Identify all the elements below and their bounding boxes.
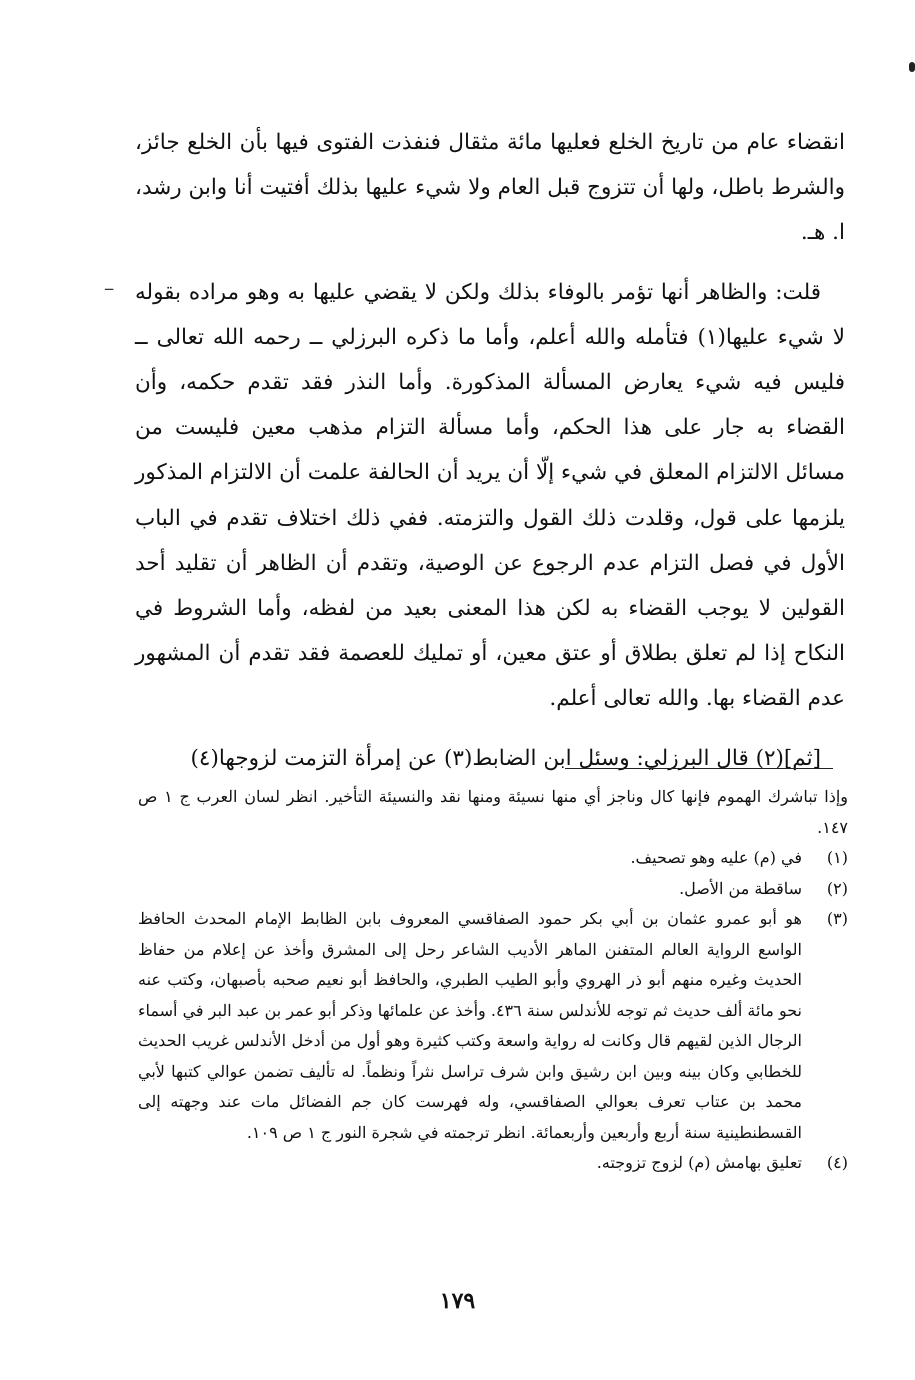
paragraph-3 <box>135 736 845 781</box>
footnote-number: (٣) <box>826 909 848 928</box>
footnote-text: في (م) عليه وهو تصحيف. <box>630 848 802 867</box>
paragraph-2-text: قلت: والظاهر أنها تؤمر بالوفاء بذلك ولكن لا يقضي عليها به وهو مراده بقوله لا شيء عليها(١) فتأمله والله أعلم، وأما ما ذكره البرزلي ــ رحمه الله تعالى ــ فليس فيه شيء يعارض المسألة المذكورة. وأما النذر فقد تقدم حكمه، وأن القضاء به جار على هذا الحكم، وأما مسألة التزام مذهب معين فليست من مسائل الالتزام المعلق في شيء إلّا أن يريد أن الحالفة علمت أن الالتزام المذكور يلزمها على قول، وقلدت ذلك القول والتزمته. ففي ذلك اختلاف تقدم في الباب الأول في فصل التزام عدم الرجوع عن الوصية، وتقدم أن الظاهر أن تقليد أحد القولين لا يوجب القضاء به لكن هذا المعنى بعيد من لفظه، وأما الشروط في النكاح إذا لم تعلق بطلاق أو عتق معين، أو تمليك للعصمة فقد تقدم أن المشهور عدم القضاء بها. والله تعالى أعلم. <box>135 279 846 712</box>
paragraph-2 <box>135 270 845 722</box>
page-edge-mark <box>909 62 915 72</box>
margin-mark: ــ <box>105 278 114 294</box>
paragraph-3-text: [ثم](٢) قال البرزلي: وسئل ابن الضابط(٣) عن إمرأة التزمت لزوجها(٤) <box>190 745 821 771</box>
footnote-3 <box>138 904 848 1148</box>
footnote-4 <box>138 1148 848 1179</box>
paragraph-1: انقضاء عام من تاريخ الخلع فعليها مائة مثقال فنفذت الفتوى فيها بأن الخلع جائز، والشرط باطل، ولها أن تتزوج قبل العام ولا شيء عليها بذلك أفتيت أنا وابن رشد، ا. هـ. <box>135 130 845 246</box>
footnote-text: هو أبو عمرو عثمان بن أبي بكر حمود الصفاقسي المعروف بابن الظابط الإمام المحدث الحافظ الواسع الرواية العالم المتفنن الماهر الأديب الشاعر رحل إلى المشرق وأخذ عن إعلام من حفاظ الحديث وغيره منهم أبو ذر الهروي وأبو الطيب الطبري، والحافظ أبو نعيم صحبه بأصبهان، وكتب عنه نحو مائة ألف حديث ثم توجه للأندلس سنة ٤٣٦. وأخذ عن علمائها وذكر أبو عمر بن عبد البر في أسماء الرجال الذين لقيهم قال وكانت له رواية واسعة وكتب كثيرة وهو أول من أدخل الأندلس غريب الحديث للخطابي وكان بينه وبين ابن رشيق وابن شرف تراسل نثراً ونظماً. له تأليف تضمن عوالي كتبها لأبي محمد بن عتاب تعرف بعوالي الصفاقسي، وله فهرست كان جم الفضائل مات عند وجهته إلى القسطنطينية سنة أربع وأربعين وأربعمائة. انظر ترجمته في شجرة النور ج ١ ص ١٠٩. <box>138 909 803 1142</box>
footnote-number: (١) <box>826 848 848 867</box>
footnote-number: (٤) <box>826 1153 848 1172</box>
page-number: ١٧٩ <box>439 1288 476 1314</box>
footnote-continuation: وإذا تباشرك الهموم فإنها كال وناجز أي منها نسيئة ومنها نقد والنسيئة التأخير. انظر لسان العرب ج ١ ص ١٤٧. <box>138 787 848 837</box>
footnote-number: (٢) <box>826 878 848 898</box>
footnote-text: ساقطة من الأصل. <box>679 878 802 898</box>
main-text <box>135 120 845 781</box>
footnote-separator <box>565 768 833 769</box>
footnote-1 <box>138 843 848 874</box>
footnote-text: تعليق بهامش (م) لزوج تزوجته. <box>596 1153 802 1172</box>
footnote-2 <box>138 874 848 905</box>
footnotes <box>138 782 848 1179</box>
